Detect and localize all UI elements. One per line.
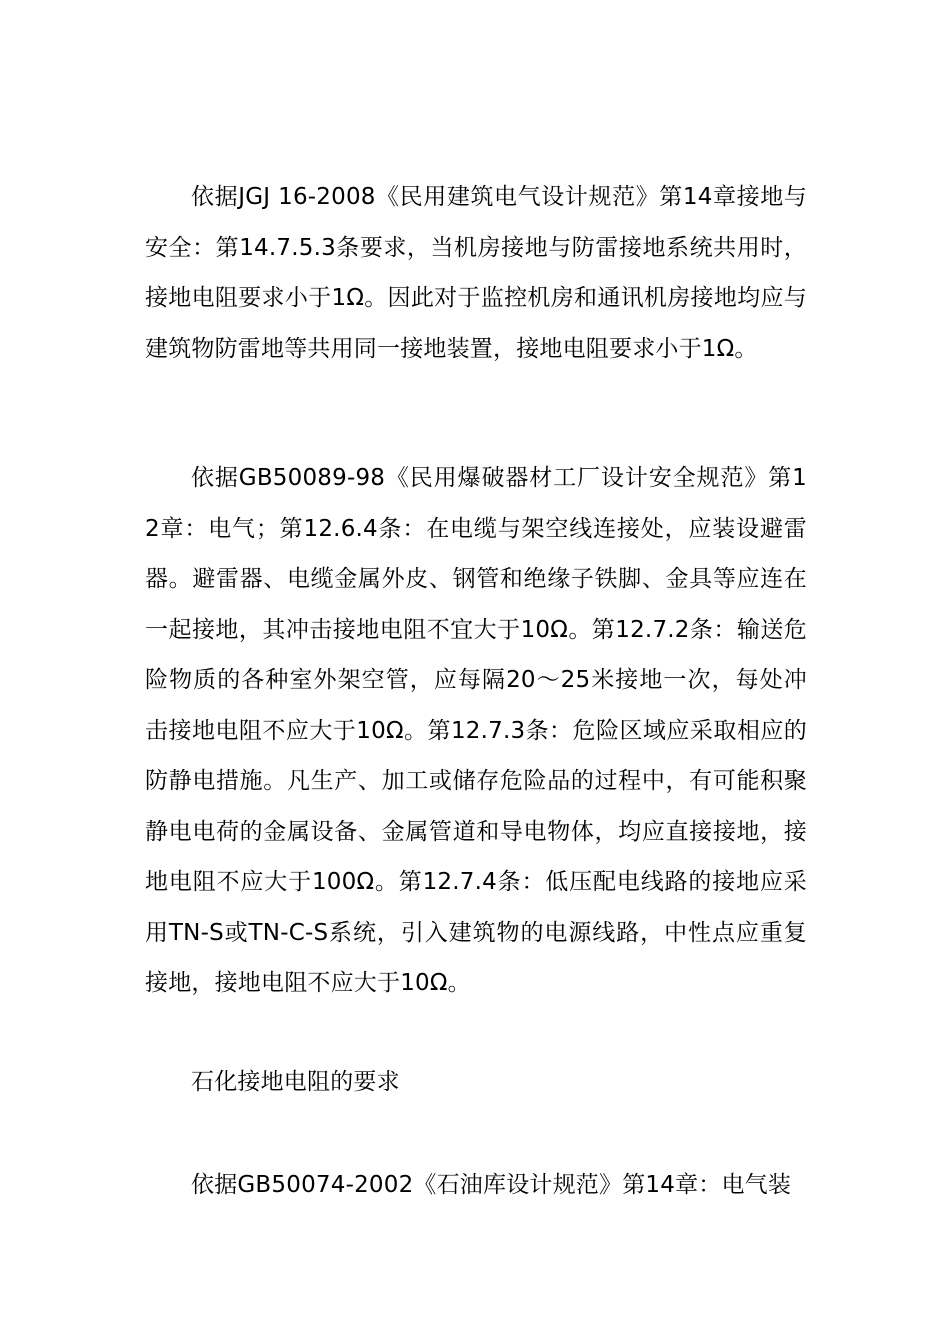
paragraph-gb50089-explosives: 依据GB50089-98《民用爆破器材工厂设计安全规范》第12章：电气；第12.6.4条：在电缆与架空线连接处，应装设避雷器。避雷器、电缆金属外皮、钢管和绝缘子铁脚、金具等应连在一起接地，其冲击接地电阻不宜大于10Ω。第12.7.2条：输送危险物质的各种室外架空管，应每隔20～25米接地一次，每处冲击接地电阻不应大于10Ω。第12.7.3条：危险区域应采取相应的防静电措施。凡生产、加工或储存危险品的过程中，有可能积聚静电电荷的金属设备、金属管道和导电物体，均应直接接地，接地电阻不应大于100Ω。第12.7.4条：低压配电线路的接地应采用TN-S或TN-C-S系统，引入建筑物的电源线路，中性点应重复接地，接地电阻不应大于10Ω。 [145,465,807,996]
paragraph-jgj-grounding: 依据JGJ 16-2008《民用建筑电气设计规范》第14章接地与安全：第14.7.5.3条要求，当机房接地与防雷接地系统共用时，接地电阻要求小于1Ω。因此对于监控机房和通讯机房接地均应与建筑物防雷地等共用同一接地装置，接地电阻要求小于1Ω。 [145,184,807,362]
paragraph-gb50074-oil-depot: 依据GB50074-2002《石油库设计规范》第14章：电气装 [191,1172,792,1198]
section-heading-petrochemical: 石化接地电阻的要求 [191,1069,400,1095]
